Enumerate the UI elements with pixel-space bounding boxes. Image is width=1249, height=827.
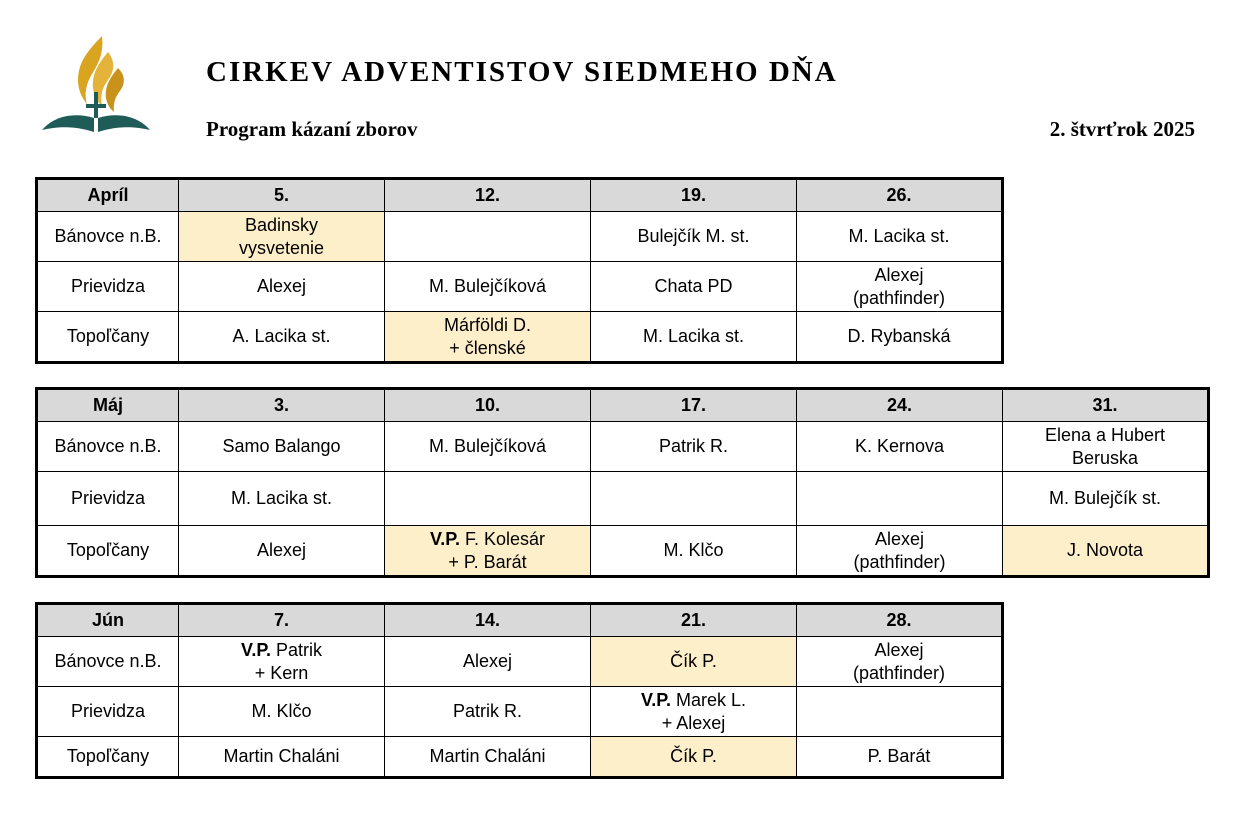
preacher-cell: V.P. Marek L. + Alexej: [591, 687, 797, 737]
preacher-cell: Čík P.: [591, 737, 797, 778]
place-name: Prievidza: [37, 262, 179, 312]
church-logo-icon: [40, 34, 152, 136]
table-row: [37, 637, 1003, 687]
date-header: 14.: [385, 604, 591, 637]
table-header-row: [37, 604, 1003, 637]
preacher-cell: M. Klčo: [179, 687, 385, 737]
preacher-cell: M. Klčo: [591, 526, 797, 577]
preacher-cell: Alexej (pathfinder): [797, 526, 1003, 577]
preacher-cell: K. Kernova: [797, 422, 1003, 472]
preacher-cell: [385, 472, 591, 526]
preacher-cell: M. Lacika st.: [797, 212, 1003, 262]
page-subtitle: Program kázaní zborov: [206, 117, 418, 141]
date-header: 28.: [797, 604, 1003, 637]
table-row: [37, 212, 1003, 262]
preacher-cell: P. Barát: [797, 737, 1003, 778]
place-name: Bánovce n.B.: [37, 212, 179, 262]
table-row: [37, 422, 1209, 472]
place-name: Bánovce n.B.: [37, 637, 179, 687]
date-header: 12.: [385, 179, 591, 212]
place-name: Prievidza: [37, 687, 179, 737]
table-header-row: [37, 179, 1003, 212]
preacher-cell: V.P. F. Kolesár + P. Barát: [385, 526, 591, 577]
preacher-cell: Badinsky vysvetenie: [179, 212, 385, 262]
date-header: 19.: [591, 179, 797, 212]
preacher-cell: V.P. Patrik + Kern: [179, 637, 385, 687]
date-header: 21.: [591, 604, 797, 637]
month-header: Jún: [37, 604, 179, 637]
preacher-cell: Alexej: [385, 637, 591, 687]
month-header: Máj: [37, 389, 179, 422]
place-name: Topoľčany: [37, 737, 179, 778]
schedule-table-may: [35, 387, 1210, 578]
preacher-cell: Patrik R.: [591, 422, 797, 472]
preacher-cell: Martin Chaláni: [385, 737, 591, 778]
preacher-cell: J. Novota: [1003, 526, 1209, 577]
preacher-cell: Elena a Hubert Beruska: [1003, 422, 1209, 472]
date-header: 17.: [591, 389, 797, 422]
preacher-cell: M. Bulejčíková: [385, 422, 591, 472]
quarter-label: 2. štvrťrok 2025: [1049, 117, 1195, 141]
preacher-cell: Alexej (pathfinder): [797, 637, 1003, 687]
table-header-row: [37, 389, 1209, 422]
preacher-cell: Márföldi D. + členské: [385, 312, 591, 363]
preacher-cell: Samo Balango: [179, 422, 385, 472]
preacher-cell: A. Lacika st.: [179, 312, 385, 363]
date-header: 7.: [179, 604, 385, 637]
date-header: 10.: [385, 389, 591, 422]
preacher-cell: Alexej (pathfinder): [797, 262, 1003, 312]
place-name: Bánovce n.B.: [37, 422, 179, 472]
preacher-cell: [797, 472, 1003, 526]
date-header: 5.: [179, 179, 385, 212]
place-name: Topoľčany: [37, 526, 179, 577]
date-header: 24.: [797, 389, 1003, 422]
schedule-table-june: [35, 602, 1004, 779]
preacher-cell: [797, 687, 1003, 737]
preacher-cell: [591, 472, 797, 526]
date-header: 26.: [797, 179, 1003, 212]
preacher-cell: Patrik R.: [385, 687, 591, 737]
preacher-cell: Martin Chaláni: [179, 737, 385, 778]
preacher-cell: M. Bulejčíková: [385, 262, 591, 312]
table-row: [37, 687, 1003, 737]
place-name: Prievidza: [37, 472, 179, 526]
date-header: 3.: [179, 389, 385, 422]
preacher-cell: M. Lacika st.: [591, 312, 797, 363]
table-row: [37, 472, 1209, 526]
table-row: [37, 526, 1209, 577]
page-title: CIRKEV ADVENTISTOV SIEDMEHO DŇA: [206, 56, 838, 88]
preacher-cell: Chata PD: [591, 262, 797, 312]
month-header: Apríl: [37, 179, 179, 212]
schedule-table-april: [35, 177, 1004, 364]
place-name: Topoľčany: [37, 312, 179, 363]
preacher-cell: D. Rybanská: [797, 312, 1003, 363]
preacher-cell: Bulejčík M. st.: [591, 212, 797, 262]
preacher-cell: Alexej: [179, 526, 385, 577]
date-header: 31.: [1003, 389, 1209, 422]
preacher-cell: [385, 212, 591, 262]
table-row: [37, 312, 1003, 363]
table-row: [37, 262, 1003, 312]
preacher-cell: Alexej: [179, 262, 385, 312]
table-row: [37, 737, 1003, 778]
preacher-cell: M. Lacika st.: [179, 472, 385, 526]
preacher-cell: M. Bulejčík st.: [1003, 472, 1209, 526]
preacher-cell: Čík P.: [591, 637, 797, 687]
